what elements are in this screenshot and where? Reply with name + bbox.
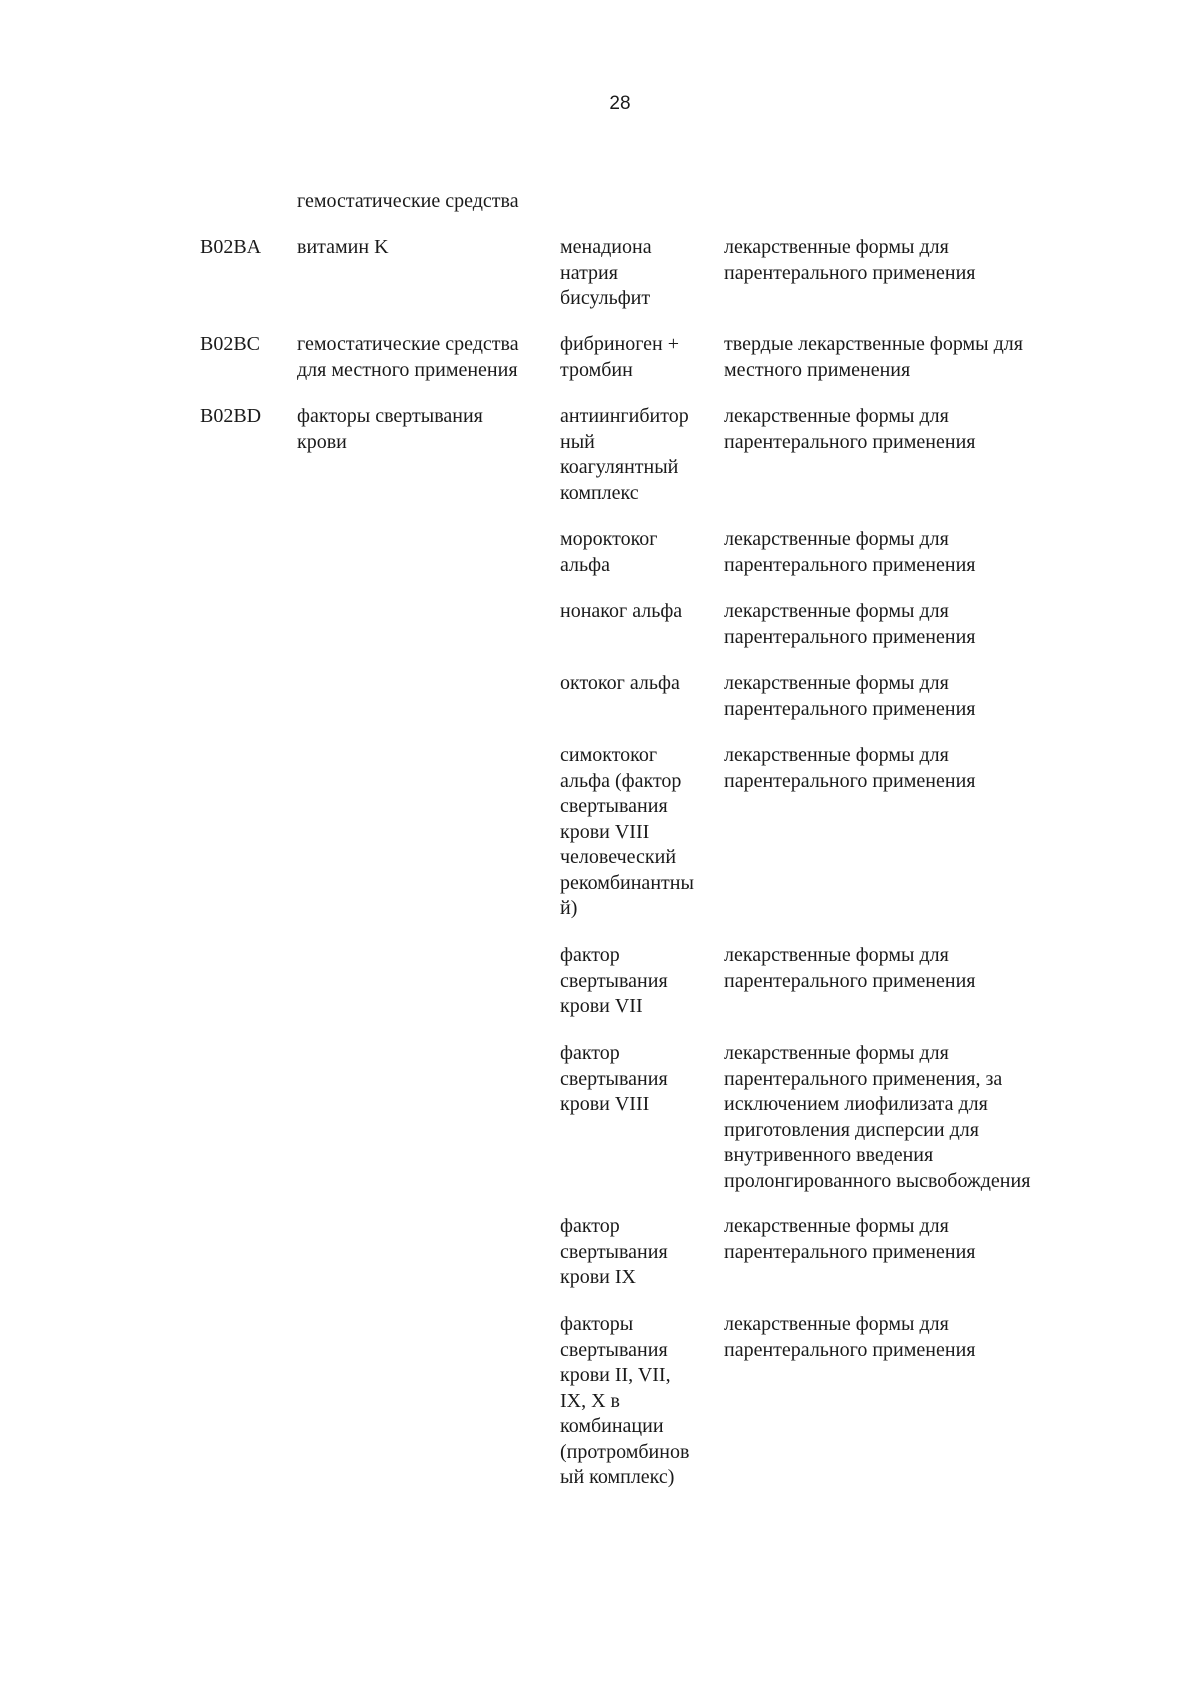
drug-name: фактор свертывания крови IX: [560, 1215, 668, 1288]
dosage-form: лекарственные формы для парентерального применения: [724, 528, 976, 576]
dosage-form: лекарственные формы для парентерального применения: [724, 405, 976, 453]
atc-code: B02BA: [200, 236, 262, 258]
drug-name: менадиона натрия бисульфит: [560, 236, 652, 309]
dosage-form: лекарственные формы для парентерального применения, за исключением лиофилизата для приготовления дисперсии для внутривенного введения пролонгированного высвобождения: [724, 1042, 1031, 1192]
dosage-form: лекарственные формы для парентерального применения: [724, 944, 976, 992]
dosage-form: лекарственные формы для парентерального применения: [724, 600, 976, 648]
page-number: 28: [609, 93, 631, 114]
dosage-form: лекарственные формы для парентерального применения: [724, 1215, 976, 1263]
group-name: гемостатические средства для местного применения: [297, 333, 519, 381]
atc-code: B02BD: [200, 405, 262, 427]
dosage-form: лекарственные формы для парентерального применения: [724, 1313, 976, 1361]
dosage-form: лекарственные формы для парентерального применения: [724, 672, 976, 720]
drug-name: нонаког альфа: [560, 600, 683, 622]
atc-code: B02BC: [200, 333, 261, 355]
drug-name: фибриноген + тромбин: [560, 333, 680, 381]
drug-name: симоктоког альфа (фактор свертывания крови VIII человеческий рекомбинантны й): [560, 744, 694, 919]
group-name: факторы свертывания крови: [297, 405, 483, 453]
drug-name: антиингибитор ный коагулянтный комплекс: [560, 405, 689, 504]
dosage-form: твердые лекарственные формы для местного применения: [724, 333, 1023, 381]
drug-name: факторы свертывания крови II, VII, IX, X в комбинации (протромбинов ый комплекс): [560, 1313, 690, 1488]
drug-name: фактор свертывания крови VII: [560, 944, 668, 1017]
group-name: витамин K: [297, 236, 389, 258]
dosage-form: лекарственные формы для парентерального применения: [724, 744, 976, 792]
section-title: гемостатические средства: [297, 190, 519, 212]
drug-name: октоког альфа: [560, 672, 680, 694]
drug-name: фактор свертывания крови VIII: [560, 1042, 668, 1115]
drug-name: мороктоког альфа: [560, 528, 658, 576]
dosage-form: лекарственные формы для парентерального применения: [724, 236, 976, 284]
